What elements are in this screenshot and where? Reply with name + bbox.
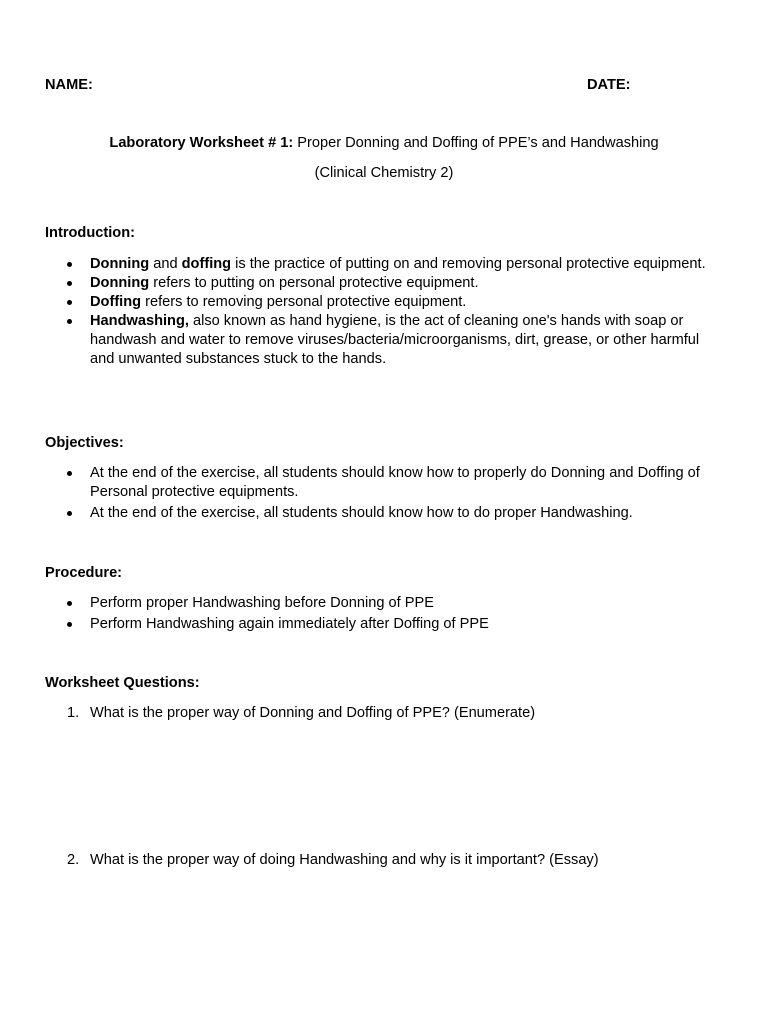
list-item <box>45 594 725 613</box>
item-text: Perform Handwashing again immediately after Doffing of PPE <box>90 616 489 632</box>
item-text: and <box>149 256 182 272</box>
list-item <box>45 464 725 502</box>
bullet-icon <box>67 471 72 476</box>
item-text: At the end of the exercise, all students should know how to do proper Handwashing. <box>90 505 633 521</box>
item-text: Perform proper Handwashing before Donning of PPE <box>90 595 434 611</box>
item-text: also known as hand hygiene, is the act of cleaning one's hands with soap or handwash and water to remove viruses/bacteria/microorganisms, dirt, grease, or other harmful and unwanted substances stuck to the hands. <box>90 313 700 367</box>
objectives-heading: Objectives: <box>45 435 124 451</box>
term: Donning <box>90 275 150 291</box>
question-2 <box>45 851 725 870</box>
bullet-icon <box>67 300 72 305</box>
bullet-icon <box>67 319 72 324</box>
worksheet-title-text: Proper Donning and Doffing of PPE’s and Handwashing <box>293 135 659 151</box>
list-item <box>45 312 725 369</box>
worksheet-subtitle: (Clinical Chemistry 2) <box>314 165 454 181</box>
item-text: refers to removing personal protective equipment. <box>141 294 467 310</box>
question-number: 2. <box>67 852 80 868</box>
list-item <box>45 255 725 274</box>
item-text: At the end of the exercise, all students should know how to properly do Donning and Doffing of Personal protective equipments. <box>90 465 700 500</box>
list-item <box>45 504 725 523</box>
list-item <box>45 615 725 634</box>
question-text: What is the proper way of doing Handwashing and why is it important? (Essay) <box>90 852 599 868</box>
introduction-list <box>45 255 725 369</box>
questions-heading: Worksheet Questions: <box>45 675 200 691</box>
term: Doffing <box>90 294 142 310</box>
list-item <box>45 851 725 870</box>
term: Handwashing, <box>90 313 189 329</box>
objectives-list <box>45 464 725 523</box>
bullet-icon <box>67 262 72 267</box>
worksheet-title <box>0 134 768 153</box>
procedure-heading: Procedure: <box>45 565 123 581</box>
name-label: NAME: <box>45 77 93 93</box>
question-text: What is the proper way of Donning and Doffing of PPE? (Enumerate) <box>90 705 536 721</box>
item-text: is the practice of putting on and removing personal protective equipment. <box>231 256 706 272</box>
worksheet-title-number: Laboratory Worksheet # 1: <box>109 135 294 151</box>
bullet-icon <box>67 281 72 286</box>
term: Donning <box>90 256 150 272</box>
question-number: 1. <box>67 705 80 721</box>
date-label: DATE: <box>587 77 631 93</box>
procedure-list <box>45 594 725 634</box>
bullet-icon <box>67 622 72 627</box>
list-item <box>45 274 725 293</box>
introduction-heading: Introduction: <box>45 225 135 241</box>
bullet-icon <box>67 511 72 516</box>
question-1 <box>45 704 725 723</box>
list-item <box>45 704 725 723</box>
list-item <box>45 293 725 312</box>
item-text: refers to putting on personal protective equipment. <box>149 275 479 291</box>
bullet-icon <box>67 601 72 606</box>
term: doffing <box>181 256 232 272</box>
